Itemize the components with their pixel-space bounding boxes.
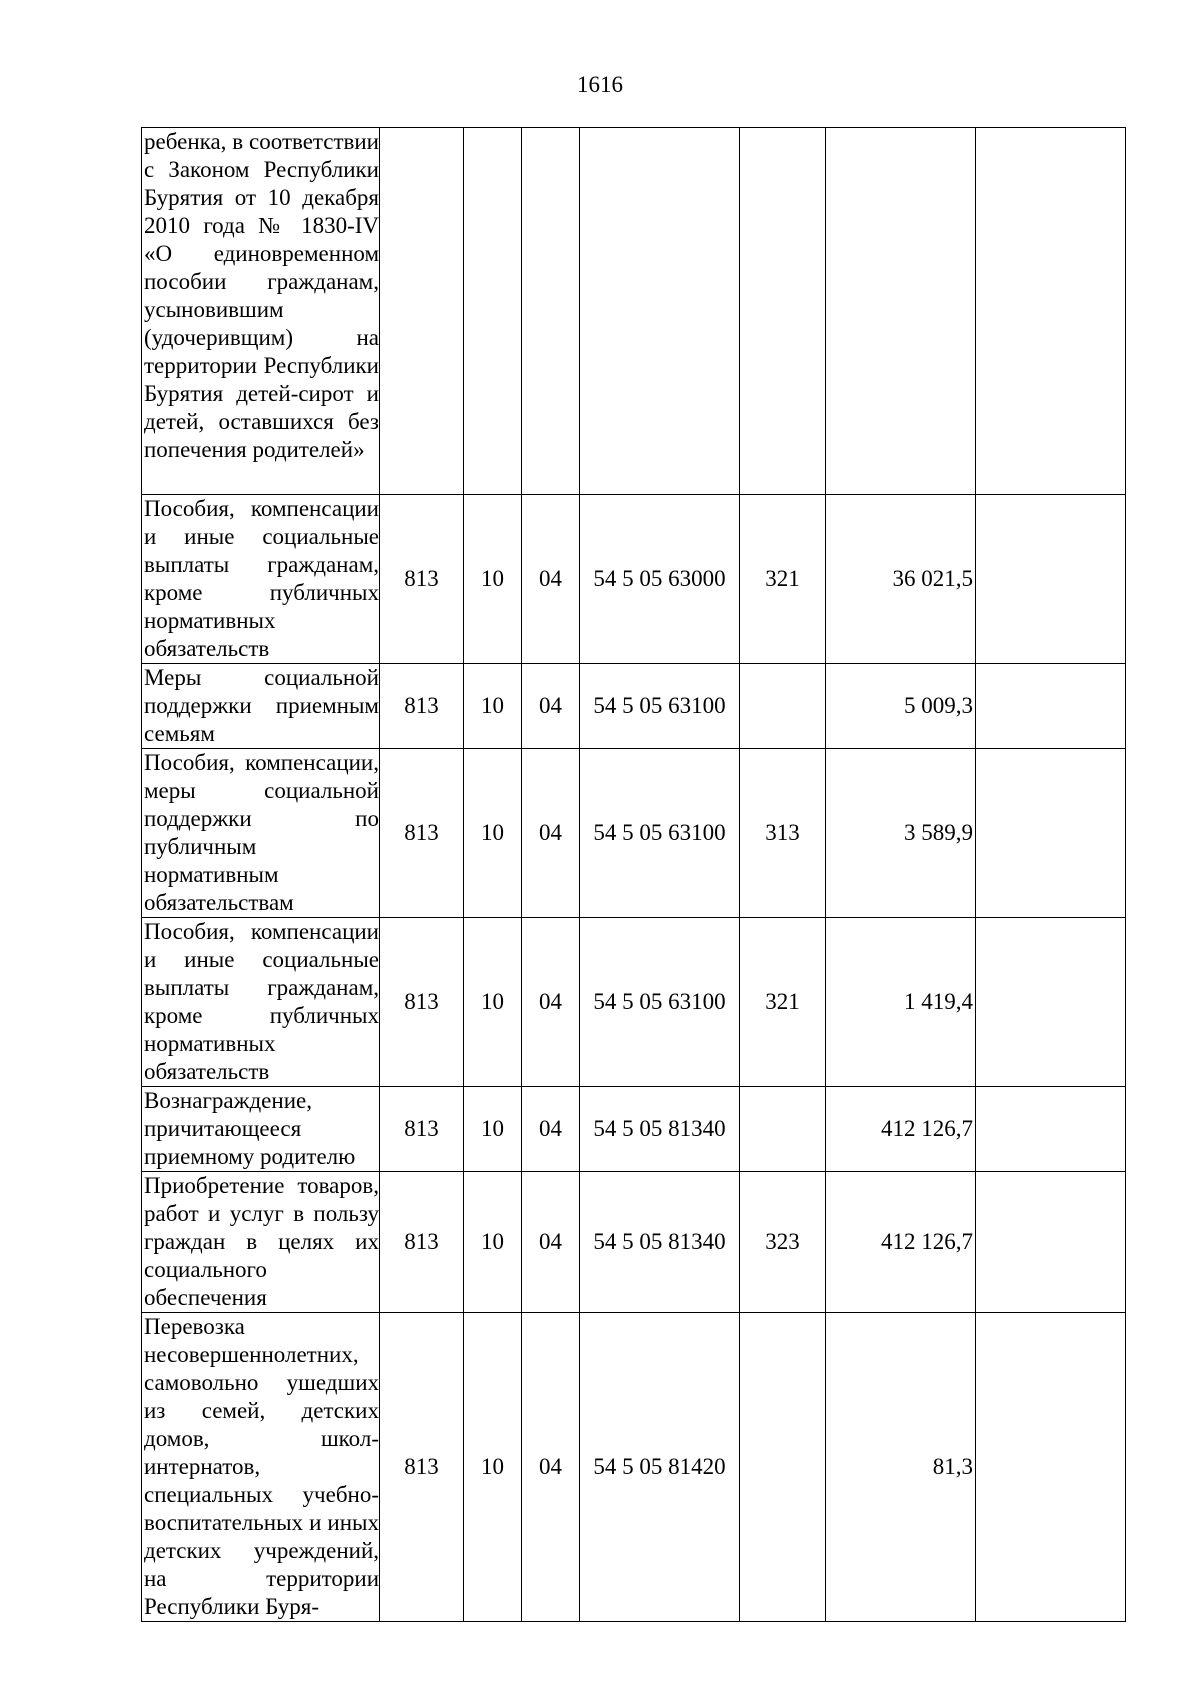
row-name-cell: Пособия, компенсации и иные социальные выплаты гражданам, кроме публичных нормативных обязательств: [142, 918, 380, 1087]
subsection-code-cell: 04: [522, 1313, 580, 1622]
table-row: [142, 918, 1126, 1087]
ministry-code-cell: 813: [380, 664, 464, 749]
section-code-cell: 10: [464, 1313, 522, 1622]
amount-cell: 412 126,7: [826, 1172, 976, 1313]
table-row: [142, 1172, 1126, 1313]
page-number: 1616: [577, 72, 623, 97]
ministry-code-cell: [380, 128, 464, 495]
table-row: [142, 128, 1126, 495]
extra-column-cell: [976, 1313, 1126, 1622]
expense-type-cell: 323: [740, 1172, 826, 1313]
row-name-cell: Вознаграждение, причитающееся приемному родителю: [142, 1087, 380, 1172]
expense-type-cell: 321: [740, 918, 826, 1087]
extra-column-cell: [976, 1087, 1126, 1172]
target-article-cell: [580, 128, 740, 495]
expense-type-cell: [740, 1087, 826, 1172]
table-row: [142, 1087, 1126, 1172]
table-row: [142, 664, 1126, 749]
expense-type-cell: [740, 128, 826, 495]
section-code-cell: 10: [464, 664, 522, 749]
amount-cell: 36 021,5: [826, 495, 976, 664]
amount-cell: 5 009,3: [826, 664, 976, 749]
amount-cell: 81,3: [826, 1313, 976, 1622]
extra-column-cell: [976, 664, 1126, 749]
ministry-code-cell: 813: [380, 1313, 464, 1622]
ministry-code-cell: 813: [380, 1087, 464, 1172]
row-name-cell: Меры социальной поддержки приемным семьям: [142, 664, 380, 749]
target-article-cell: 54 5 05 63100: [580, 918, 740, 1087]
expense-type-cell: [740, 1313, 826, 1622]
extra-column-cell: [976, 495, 1126, 664]
expense-type-cell: [740, 664, 826, 749]
section-code-cell: 10: [464, 1087, 522, 1172]
ministry-code-cell: 813: [380, 918, 464, 1087]
table-row: [142, 1313, 1126, 1622]
budget-table: [141, 127, 1126, 1622]
amount-cell: [826, 128, 976, 495]
expense-type-cell: 313: [740, 749, 826, 918]
section-code-cell: 10: [464, 495, 522, 664]
amount-cell: 3 589,9: [826, 749, 976, 918]
amount-cell: 412 126,7: [826, 1087, 976, 1172]
subsection-code-cell: 04: [522, 1172, 580, 1313]
section-code-cell: 10: [464, 1172, 522, 1313]
target-article-cell: 54 5 05 81420: [580, 1313, 740, 1622]
extra-column-cell: [976, 918, 1126, 1087]
target-article-cell: 54 5 05 81340: [580, 1172, 740, 1313]
row-name-cell: Перевозка несовершеннолетних, самовольно ушедших из семей, детских домов, школ-интернатов, специальных учебно-воспитательных и иных детских учреждений, на территории Республики Буря-: [142, 1313, 380, 1622]
subsection-code-cell: 04: [522, 749, 580, 918]
expense-type-cell: 321: [740, 495, 826, 664]
ministry-code-cell: 813: [380, 1172, 464, 1313]
row-name-cell: Приобретение товаров, работ и услуг в пользу граждан в целях их социального обеспечения: [142, 1172, 380, 1313]
target-article-cell: 54 5 05 81340: [580, 1087, 740, 1172]
row-name-cell: ребенка, в соответствии с Законом Республики Бурятия от 10 декабря 2010 года № 1830-IV «О единовременном пособии гражданам, усыновившим (удочеривщим) на территории Республики Бурятия детей-сирот и детей, оставшихся без попечения родителей»: [142, 128, 380, 495]
subsection-code-cell: [522, 128, 580, 495]
section-code-cell: 10: [464, 918, 522, 1087]
amount-cell: 1 419,4: [826, 918, 976, 1087]
subsection-code-cell: 04: [522, 664, 580, 749]
table-row: [142, 495, 1126, 664]
target-article-cell: 54 5 05 63000: [580, 495, 740, 664]
target-article-cell: 54 5 05 63100: [580, 664, 740, 749]
table-row: [142, 749, 1126, 918]
ministry-code-cell: 813: [380, 749, 464, 918]
row-name-cell: Пособия, компенсации и иные социальные выплаты гражданам, кроме публичных нормативных обязательств: [142, 495, 380, 664]
subsection-code-cell: 04: [522, 918, 580, 1087]
subsection-code-cell: 04: [522, 1087, 580, 1172]
row-name-cell: Пособия, компенсации, меры социальной поддержки по публичным нормативным обязательствам: [142, 749, 380, 918]
target-article-cell: 54 5 05 63100: [580, 749, 740, 918]
extra-column-cell: [976, 128, 1126, 495]
subsection-code-cell: 04: [522, 495, 580, 664]
extra-column-cell: [976, 1172, 1126, 1313]
extra-column-cell: [976, 749, 1126, 918]
ministry-code-cell: 813: [380, 495, 464, 664]
section-code-cell: 10: [464, 749, 522, 918]
section-code-cell: [464, 128, 522, 495]
